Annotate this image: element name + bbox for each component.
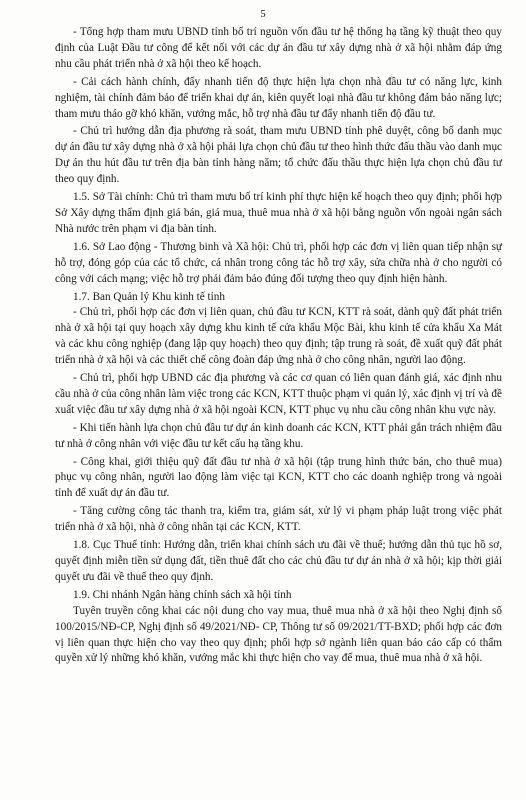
paragraph-administrative-reform: - Cải cách hành chính, đẩy nhanh tiến độ thực hiện lựa chọn nhà đầu tư có năng lực, kinh nghiệm, tài chính đảm bảo để triển khai dự án, kiên quyết loại nhà đầu tư không đảm bảo năng lực; tham mưu tháo gỡ khó khăn, vướng mắc, hỗ trợ nhà đầu tư đẩy nhanh tiến độ đầu tư. xyxy=(55,75,502,120)
section-1-6-labour: 1.6. Sở Lao động - Thương binh và Xã hội: Chủ trì, phối hợp các đơn vị liên quan tiếp nhận sự hỗ trợ, đóng góp của các tổ chức, cá nhân trong công tác hỗ trợ xây, sửa chữa nhà ở cho người có công với cách mạng; việc hỗ trợ phải đảm bảo đúng đối tượng theo quy định hiện hành. xyxy=(55,240,502,285)
section-1-9-heading: 1.9. Chi nhánh Ngân hàng chính sách xã hội tỉnh xyxy=(73,588,292,601)
section-1-5-finance: 1.5. Sở Tài chính: Chủ trì tham mưu bố trí kinh phí thực hiện kế hoạch theo quy định; phối hợp Sở Xây dựng thẩm định giá bán, giá mua, thuê mua nhà ở xã hội bằng nguồn vốn ngoài ngân sách Nhà nước trên phạm vi địa bàn tỉnh. xyxy=(55,191,502,235)
paragraph-inspection: - Tăng cường công tác thanh tra, kiểm tra, giám sát, xử lý vi phạm pháp luật trong việc phát triển nhà ở xã hội, nhà ở công nhân tại các KCN, KTT. xyxy=(55,505,502,534)
paragraph-land-fund: - Chủ trì, phối hợp các đơn vị liên quan, chủ đầu tư KCN, KTT rà soát, dành quỹ đất phát triển nhà ở xã hội tại quy hoạch xây dựng khu kinh tế cửa khẩu Mộc Bài, khu kinh tế cửa khẩu Xa Mát và các khu công nghiệp (đang lập quy hoạch) theo quy định; tập trung rà soát, đề xuất quỹ đất phát triển nhà ở xã hội và các thiết chế công đoàn đáp ứng nhà ở cho công nhân, người lao động. xyxy=(55,306,502,367)
paragraph-worker-housing-needs: - Chủ trì, phối hợp UBND các địa phương và các cơ quan có liên quan đánh giá, xác định nhu cầu nhà ở của công nhân làm việc trong các KCN, KTT thuộc phạm vi quản lý, xác định vị trí và đề xuất việc đầu tư xây dựng nhà ở xã hội ngoài KCN, KTT phục vụ nhu cầu công nhân khu vực này. xyxy=(55,372,502,416)
paragraph-investor-selection: - Khi tiến hành lựa chọn chủ đầu tư dự án kinh doanh các KCN, KTT phải gắn trách nhiệm đầu tư nhà ở công nhân với việc đầu tư kết cấu hạ tầng khu. xyxy=(55,421,502,450)
paragraph-land-publicity: - Công khai, giới thiệu quỹ đất đầu tư nhà ở xã hội (tập trung hình thức bán, cho thuê mua) phục vụ công nhân, người lao động làm việc tại KCN, KTT cho các doanh nghiệp trong và ngoài tỉnh để xuất dự án đầu tư. xyxy=(55,455,502,500)
paragraph-loan-propaganda: Tuyên truyền công khai các nội dung cho vay mua, thuê mua nhà ở xã hội theo Nghị định số 100/2015/NĐ-CP, Nghị định số 49/2021/NĐ- CP, Thông tư số 09/2021/TT-BXD; phối hợp các đơn vị liên quan thực hiện cho vay theo quy định; phối hợp sở ngành liên quan báo cáo cấp có thẩm quyền xử lý những khó khăn, vướng mắc khi thực hiện cho vay để mua, thuê mua nhà ở xã hội. xyxy=(55,604,502,665)
document-body xyxy=(55,25,502,667)
section-1-7-heading: 1.7. Ban Quản lý Khu kinh tế tỉnh xyxy=(73,290,225,303)
section-1-8-tax: 1.8. Cục Thuế tỉnh: Hướng dẫn, triển khai chính sách ưu đãi về thuế; hướng dẫn thủ tục hồ sơ, quyết định miễn tiền sử dụng đất, tiền thuê đất cho các chủ đầu tư dự án nhà ở xã hội; kịp thời giải quyết ưu đãi về thuế theo quy định. xyxy=(55,539,502,583)
page-number: 5 xyxy=(260,9,266,20)
paragraph-infrastructure-funding: - Tổng hợp tham mưu UBND tỉnh bố trí nguồn vốn đầu tư hệ thống hạ tầng kỹ thuật theo quy định của Luật Đầu tư công để kết nối với các dự án đầu tư xây dựng nhà ở xã hội nhằm đáp ứng nhu cầu phát triển nhà ở xã hội theo kế hoạch. xyxy=(55,26,502,70)
paragraph-project-list: - Chủ trì hướng dẫn địa phương rà soát, tham mưu UBND tỉnh phê duyệt, công bố danh mục dự án đầu tư xây dựng nhà ở xã hội phải lựa chọn chủ đầu tư theo hình thức đấu thầu vào danh mục Dự án thu hút đầu tư trên địa bàn tỉnh hàng năm; tổ chức đấu thầu thực hiện lựa chọn chủ đầu tư theo quy định. xyxy=(55,125,502,186)
